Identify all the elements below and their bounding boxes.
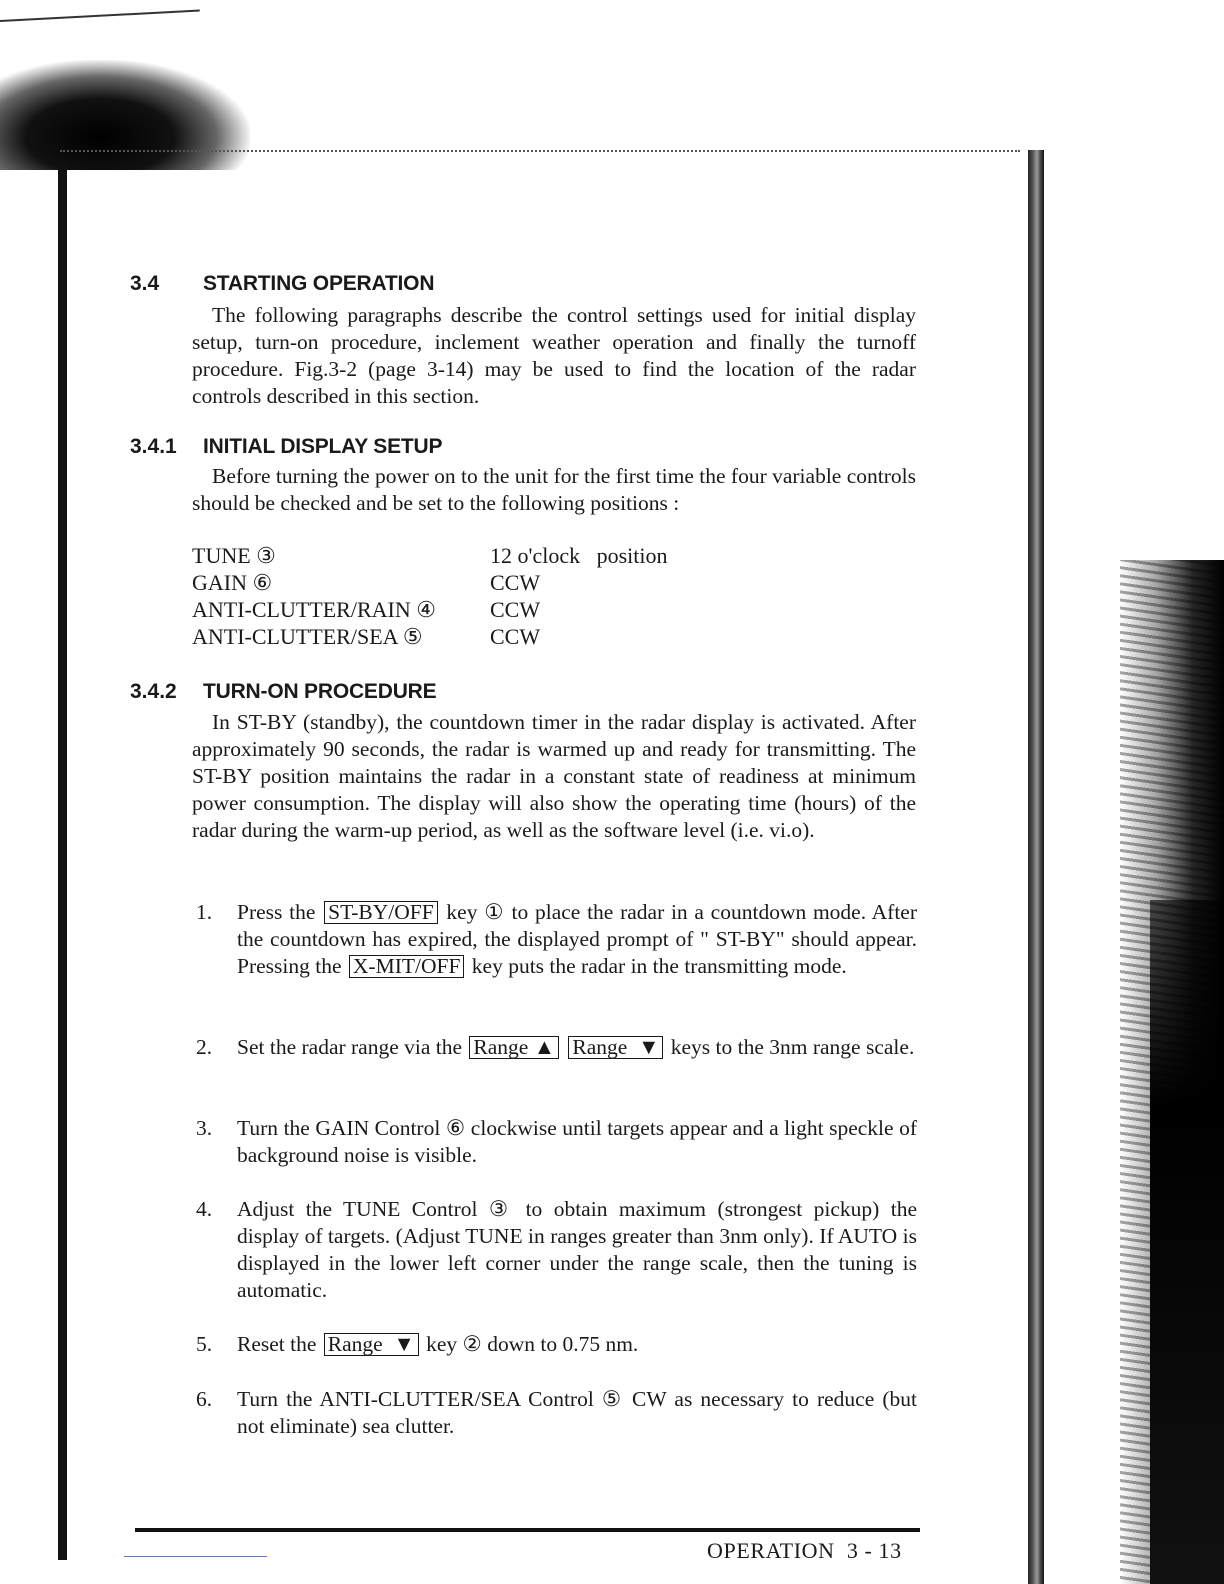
setting-value: CCW	[490, 597, 541, 622]
scan-artifact-blot	[0, 60, 250, 170]
step-text-part: key ② down to 0.75 nm.	[426, 1332, 639, 1356]
setting-row	[192, 542, 712, 569]
step-text-part: key ① to place the radar in a countdown mode. After the countdown has expired, the displayed prompt of " ST-BY" should appear. Pressing the	[237, 900, 917, 978]
scan-artifact-dotted-line	[60, 150, 1020, 152]
step-number: 3.	[196, 1116, 213, 1140]
setting-row	[192, 569, 712, 596]
setting-value: CCW	[490, 624, 541, 649]
step-text: Turn the ANTI-CLUTTER/SEA Control ⑤ CW as necessary to reduce (but not eliminate) sea clutter.	[237, 1387, 917, 1438]
setting-control: ANTI-CLUTTER/RAIN ④	[192, 597, 436, 622]
step-text	[237, 1331, 917, 1358]
section-title: INITIAL DISPLAY SETUP	[203, 435, 443, 458]
scan-artifact-right-shadow	[1150, 900, 1224, 1584]
step-text-part: Reset the	[237, 1332, 317, 1356]
setting-control: ANTI-CLUTTER/SEA ⑤	[192, 624, 423, 649]
step-text	[237, 899, 917, 980]
step-number: 2.	[196, 1035, 213, 1059]
scan-artifact-stroke	[0, 10, 200, 22]
step-text-part: Press the	[237, 900, 316, 924]
key-label: ST-BY/OFF	[324, 901, 438, 924]
section-body: In ST-BY (standby), the countdown timer in the radar display is activated. After approximately 90 seconds, the radar is warmed up and ready for transmitting. The ST-BY position maintains the radar in a constant state of readiness at minimum power consumption. The display will also show the operating time (hours) of the radar during the warm-up period, as well as the software level (i.e. vi.o).	[192, 710, 916, 842]
key-label: X-MIT/OFF	[349, 955, 465, 978]
step-text-part: keys to the 3nm range scale.	[670, 1035, 915, 1059]
setting-control: GAIN ⑥	[192, 570, 273, 595]
section-number: 3.4.1	[130, 435, 177, 458]
section-number: 3.4	[130, 272, 160, 295]
setting-control: TUNE ③	[192, 543, 276, 568]
footer-underline	[124, 1556, 267, 1557]
step-text: Adjust the TUNE Control ③ to obtain maximum (strongest pickup) the display of targets. (Adjust TUNE in ranges greater than 3nm only). If AUTO is displayed in the lower left corner under the range scale, then the tuning is automatic.	[237, 1197, 917, 1302]
setting-value: CCW	[490, 570, 541, 595]
setting-row	[192, 623, 712, 650]
step-number: 4.	[196, 1197, 213, 1221]
page-left-binding-edge	[58, 165, 67, 1560]
section-title: TURN-ON PROCEDURE	[203, 680, 437, 703]
section-body: Before turning the power on to the unit for the first time the four variable controls should be checked and be set to the following positions :	[192, 464, 916, 515]
setting-value: 12 o'clock position	[490, 543, 668, 568]
step-number: 5.	[196, 1332, 213, 1356]
section-number: 3.4.2	[130, 680, 177, 703]
key-label: Range ▼	[568, 1036, 663, 1059]
step-text: Turn the GAIN Control ⑥ clockwise until targets appear and a light speckle of background noise is visible.	[237, 1116, 917, 1167]
control-settings-list	[192, 542, 712, 650]
setting-row	[192, 596, 712, 623]
key-label: Range ▼	[324, 1333, 419, 1356]
step-number: 6.	[196, 1387, 213, 1411]
section-title: STARTING OPERATION	[203, 272, 435, 295]
step-text-part: Set the radar range via the	[237, 1035, 463, 1059]
footer-page-label: OPERATION 3 - 13	[707, 1538, 902, 1563]
step-text-part: key puts the radar in the transmitting mode.	[471, 954, 847, 978]
page-right-binding-edge	[1028, 150, 1044, 1584]
step-text	[237, 1034, 917, 1061]
step-number: 1.	[196, 900, 213, 924]
footer-rule	[135, 1528, 920, 1532]
section-body: The following paragraphs describe the control settings used for initial display setup, turn-on procedure, inclement weather operation and finally the turnoff procedure. Fig.3-2 (page 3-14) may be used to find the location of the radar controls described in this section.	[192, 303, 916, 408]
key-label: Range ▲	[469, 1036, 559, 1059]
